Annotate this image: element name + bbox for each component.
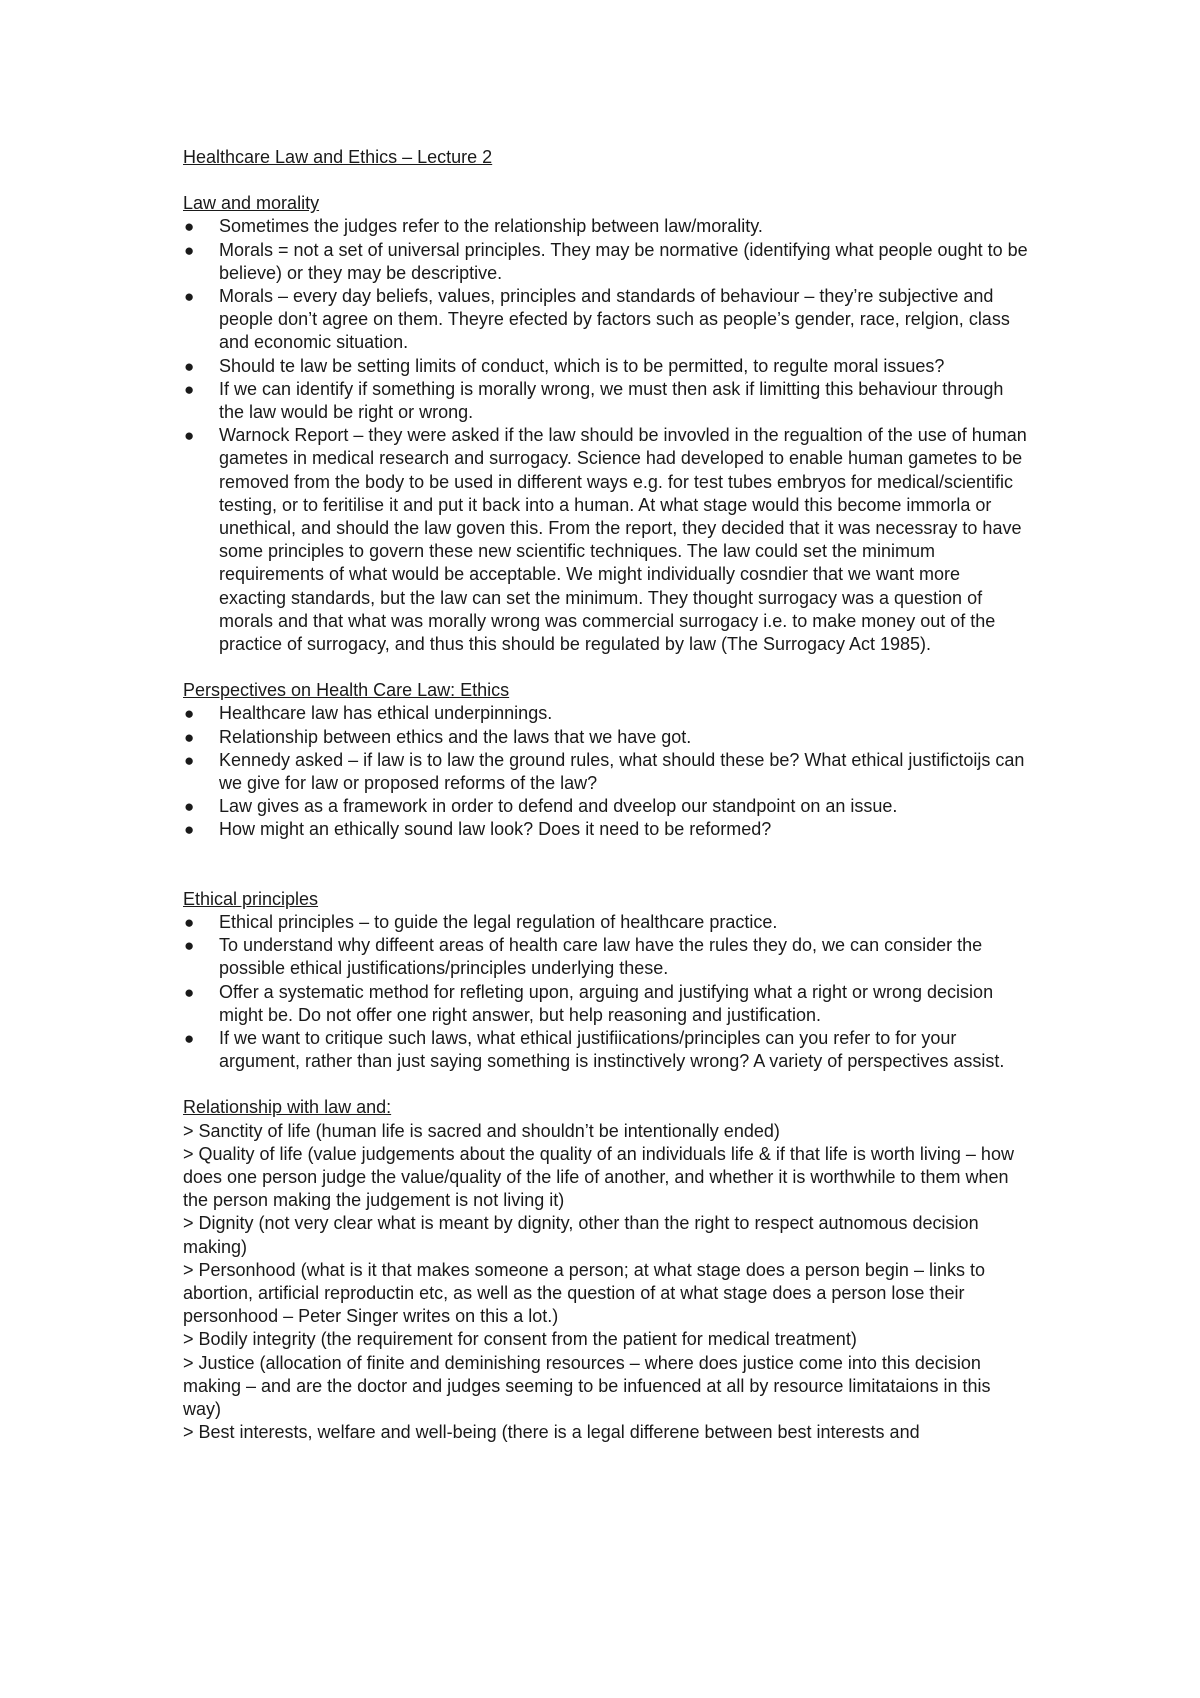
section-heading: Ethical principles: [183, 888, 319, 909]
bullet-item: ● Morals – every day beliefs, values, principles and standards of behaviour – they’re subjective and people don’t agree on them. Theyre efected by factors such as people’s gender, race, relgion, class and economic situation.: [184, 286, 1010, 353]
text-line: > Justice (allocation of finite and deminishing resources – where does justice come into this decision making – and are the doctor and judges seeming to be infuenced at all by resource limitataions in this way): [183, 1352, 991, 1419]
bullet-item: ● Warnock Report – they were asked if the law should be invovled in the regualtion of the use of human gametes in medical research and surrogacy. Science had developed to enable human gametes to be removed from the body to be used in different ways e.g. for test tubes embryos for medical/scientific testing, or to feritilise it and put it back into a human. At what stage would this become immorla or unethical, and should the law goven this. From the report, they decided that it was necessray to have some principles to govern these new scientific techniques. The law could set the minimum requirements of what would be acceptable. We might individually cosndier that we want more exacting standards, but the law can set the minimum. They thought surrogacy was a question of morals and that what was morally wrong was commercial surrogacy i.e. to make money out of the practice of surrogacy, and thus this should be regulated by law (The Surrogacy Act 1985).: [184, 425, 1027, 655]
bullet-dot-icon: ●: [184, 912, 195, 932]
spacer: [183, 842, 1028, 888]
bullet-list: [183, 911, 1028, 1073]
bullet-dot-icon: ●: [184, 727, 195, 747]
bullet-item: ● Healthcare law has ethical underpinnings.: [183, 702, 1028, 725]
section-relationship-with-law: [183, 1096, 1028, 1444]
document-page: [183, 146, 1028, 1444]
spacer: [183, 656, 1028, 679]
section-heading: Relationship with law and:: [183, 1097, 392, 1118]
bullet-item: ● Should te law be setting limits of conduct, which is to be permitted, to regulte moral issues?: [183, 355, 1028, 378]
bullet-item: ● Offer a systematic method for refleting upon, arguing and justifying what a right or wrong decision might be. Do not offer one right answer, but help reasoning and justification.: [184, 981, 994, 1025]
bullet-dot-icon: ●: [184, 982, 195, 1002]
bullet-item: ● Sometimes the judges refer to the relationship between law/morality.: [183, 215, 1028, 238]
bullet-item: ● Relationship between ethics and the laws that we have got.: [183, 726, 1028, 749]
text-line: > Sanctity of life (human life is sacred and shouldn’t be intentionally ended): [183, 1120, 780, 1141]
text-line: > Dignity (not very clear what is meant by dignity, other than the right to respect autnomous decision making): [183, 1213, 979, 1257]
bullet-item: ● If we want to critique such laws, what ethical justifiications/principles can you refer to for your argument, rather than just saying something is instinctively wrong? A variety of perspectives assist.: [184, 1027, 1005, 1072]
bullet-list: [183, 702, 1028, 841]
bullet-dot-icon: ●: [184, 356, 195, 376]
text-line: > Best interests, welfare and well-being (there is a legal differene between best interests and: [183, 1422, 920, 1443]
bullet-dot-icon: ●: [184, 797, 195, 817]
bullet-item: ● Law gives as a framework in order to defend and dveelop our standpoint on an issue.: [183, 795, 1028, 818]
bullet-dot-icon: ●: [184, 936, 195, 956]
bullet-list: [183, 215, 1028, 656]
text-line: > Quality of life (value judgements about the quality of an individuals life & if that life is worth living – how does one person judge the value/quality of the life of another, and whether it is worthwhile to them when the person making the judgement is not living it): [183, 1143, 1014, 1211]
text-line: > Personhood (what is it that makes someone a person; at what stage does a person begin – links to abortion, artificial reproductin etc, as well as the question of at what stage does a person lose their personhood – Peter Singer writes on this a lot.): [183, 1259, 985, 1327]
bullet-item: ● Kennedy asked – if law is to law the ground rules, what should these be? What ethical justifictoijs can we give for law or proposed reforms of the law?: [184, 749, 1025, 794]
bullet-dot-icon: ●: [184, 426, 195, 446]
bullet-item: ● Morals = not a set of universal principles. They may be normative (identifying what people ought to be believe) or they may be descriptive.: [184, 239, 1028, 283]
bullet-dot-icon: ●: [184, 217, 195, 237]
bullet-dot-icon: ●: [184, 820, 195, 840]
section-ethical-principles: [183, 888, 1028, 1074]
section-heading: Perspectives on Health Care Law: Ethics: [183, 680, 510, 701]
bullet-dot-icon: ●: [184, 704, 195, 724]
bullet-dot-icon: ●: [184, 379, 195, 399]
spacer: [183, 1073, 1028, 1096]
bullet-dot-icon: ●: [184, 750, 195, 770]
bullet-item: ● If we can identify if something is morally wrong, we must then ask if limitting this behaviour through the law would be right or wrong.: [184, 378, 1004, 423]
section-heading: Law and morality: [183, 193, 320, 214]
bullet-dot-icon: ●: [184, 287, 195, 307]
bullet-dot-icon: ●: [184, 240, 195, 260]
text-line: > Bodily integrity (the requirement for consent from the patient for medical treatment): [183, 1329, 857, 1350]
bullet-dot-icon: ●: [184, 1028, 195, 1048]
bullet-item: ● Ethical principles – to guide the legal regulation of healthcare practice.: [183, 911, 1028, 934]
bullet-item: ● To understand why diffeent areas of health care law have the rules they do, we can consider the possible ethical justifications/principles underlying these.: [184, 935, 983, 979]
section-perspectives: [183, 679, 1028, 841]
section-law-and-morality: [183, 192, 1028, 656]
bullet-item: ● How might an ethically sound law look? Does it need to be reformed?: [183, 818, 1028, 841]
document-title: Healthcare Law and Ethics – Lecture 2: [183, 147, 493, 167]
